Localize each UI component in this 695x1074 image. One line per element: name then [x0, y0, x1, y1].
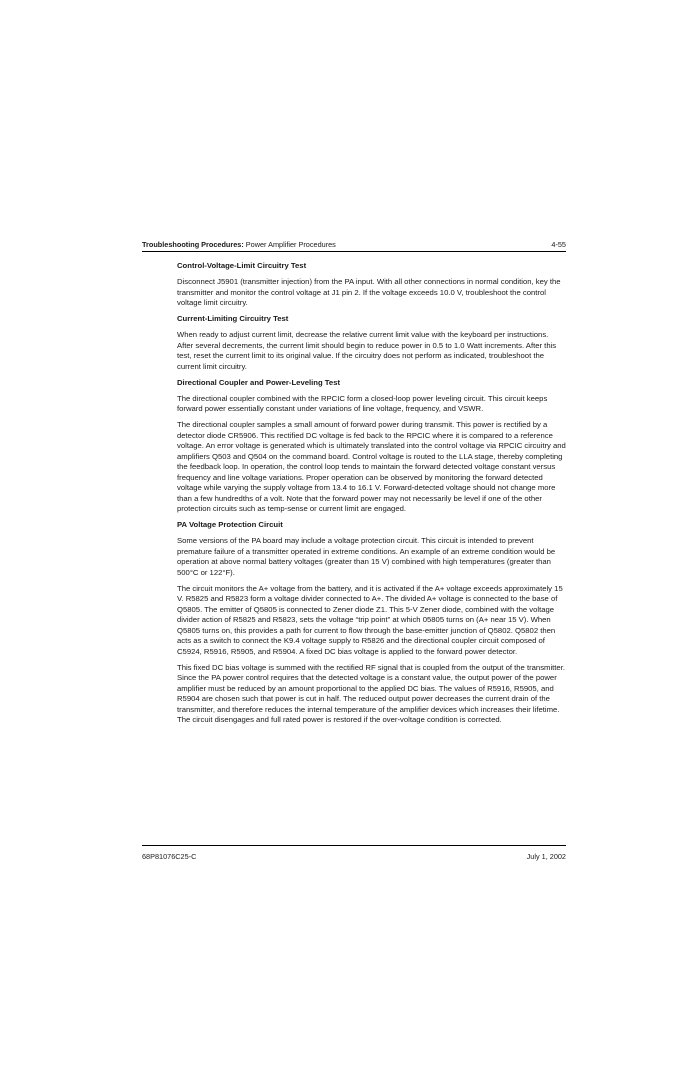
header-section-bold: Troubleshooting Procedures:	[142, 240, 244, 249]
header-page-number: 4-55	[551, 240, 566, 249]
header-rule	[142, 251, 566, 252]
paragraph: The directional coupler samples a small amount of forward power during transmit. This power is rectified by a detector diode CR5906. This rectified DC voltage is fed back to the RPCIC where it is compared to a reference voltage. An error voltage is generated which is ultimately translated into the control voltage via RPCIC circuitry and amplifiers Q503 and Q504 on the command board. Control voltage is routed to the LLA stage, thereby completing the feedback loop. In operation, the control loop tends to maintain the forward detected voltage constant versus frequency and line voltage variations. Proper operation can be observed by monitoring the forward detected voltage while varying the supply voltage from 13.4 to 16.1 V. Forward-detected voltage should not change more than a few hundredths of a volt. Note that the forward power may not necessarily be level if one of the other protection circuits such as temp-sense or current limit are engaged.	[177, 420, 566, 513]
paragraph: Some versions of the PA board may include a voltage protection circuit. This circuit is intended to prevent premature failure of a transmitter operated in extreme conditions. An example of an extreme condition would be operation at above normal battery voltages (greater than 15 V) combined with high temperatures (greater than 500°C or 122°F).	[177, 536, 556, 577]
paragraph: Disconnect J5901 (transmitter injection) from the PA input. With all other connections in normal condition, key the transmitter and monitor the control voltage at J1 pin 2. If the voltage exceeds 10.0 V, troubleshoot the control voltage limit circuitry.	[177, 277, 561, 307]
header-section-rest: Power Amplifier Procedures	[243, 240, 336, 249]
footer-date: July 1, 2002	[526, 852, 566, 861]
paragraph: The circuit monitors the A+ voltage from the battery, and it is activated if the A+ voltage exceeds approximately 15 V. R5825 and R5823 form a voltage divider connected to A+. The divided A+ voltage is connected to the base of Q5805. The emitter of Q5805 is connected to Zener diode Z1. This 5-V Zener diode, combined with the voltage divider action of R5825 and R5823, sets the voltage “trip point” at which 05805 turns on (A+ near 15 V). When Q5805 turns on, this provides a path for current to flow through the base-emitter junction of Q5802. Q5802 then acts as a switch to connect the K9.4 voltage supply to R5826 and the directional coupler circuit composed of C5924, R5916, R5905, and R5904. A fixed DC bias voltage is applied to the forward power detector.	[177, 583, 563, 656]
page-footer	[142, 851, 566, 863]
page-header	[142, 238, 566, 252]
footer-rule	[142, 845, 566, 846]
document-body	[177, 261, 566, 731]
section-heading-control-voltage-limit: Control-Voltage-Limit Circuitry Test	[177, 261, 307, 270]
header-section-title	[142, 239, 336, 250]
section-heading-current-limiting: Current-Limiting Circuitry Test	[177, 314, 289, 323]
section-heading-pa-voltage-protection: PA Voltage Protection Circuit	[177, 520, 283, 529]
section-heading-directional-coupler: Directional Coupler and Power-Leveling Test	[177, 377, 341, 387]
paragraph: When ready to adjust current limit, decrease the relative current limit value with the keyboard per instructions. After several decrements, the current limit should begin to reduce power in 0.5 to 1.0 Watt increments. After this test, reset the current limit to its original value. If the circuitry does not perform as indicated, troubleshoot the current limit circuitry.	[177, 330, 557, 371]
footer-doc-number: 68P81076C25-C	[142, 852, 197, 861]
paragraph: This fixed DC bias voltage is summed with the rectified RF signal that is coupled from the output of the transmitter. Since the PA power control requires that the detected voltage is a constant value, the output power of the power amplifier must be reduced by an amount proportional to the applied DC bias. The values of R5916, R5905, and R5904 are chosen such that power is cut in half. The reduced output power decreases the current drain of the transmitter, and therefore reduces the internal temperature of the amplifier devices which increases their lifetime. The circuit disengages and full rated power is restored if the over-voltage condition is corrected.	[177, 662, 565, 724]
paragraph: The directional coupler combined with the RPCIC form a closed-loop power leveling circuit. This circuit keeps forward power essentially constant under variations of line voltage, frequency, and VSWR.	[177, 393, 548, 413]
